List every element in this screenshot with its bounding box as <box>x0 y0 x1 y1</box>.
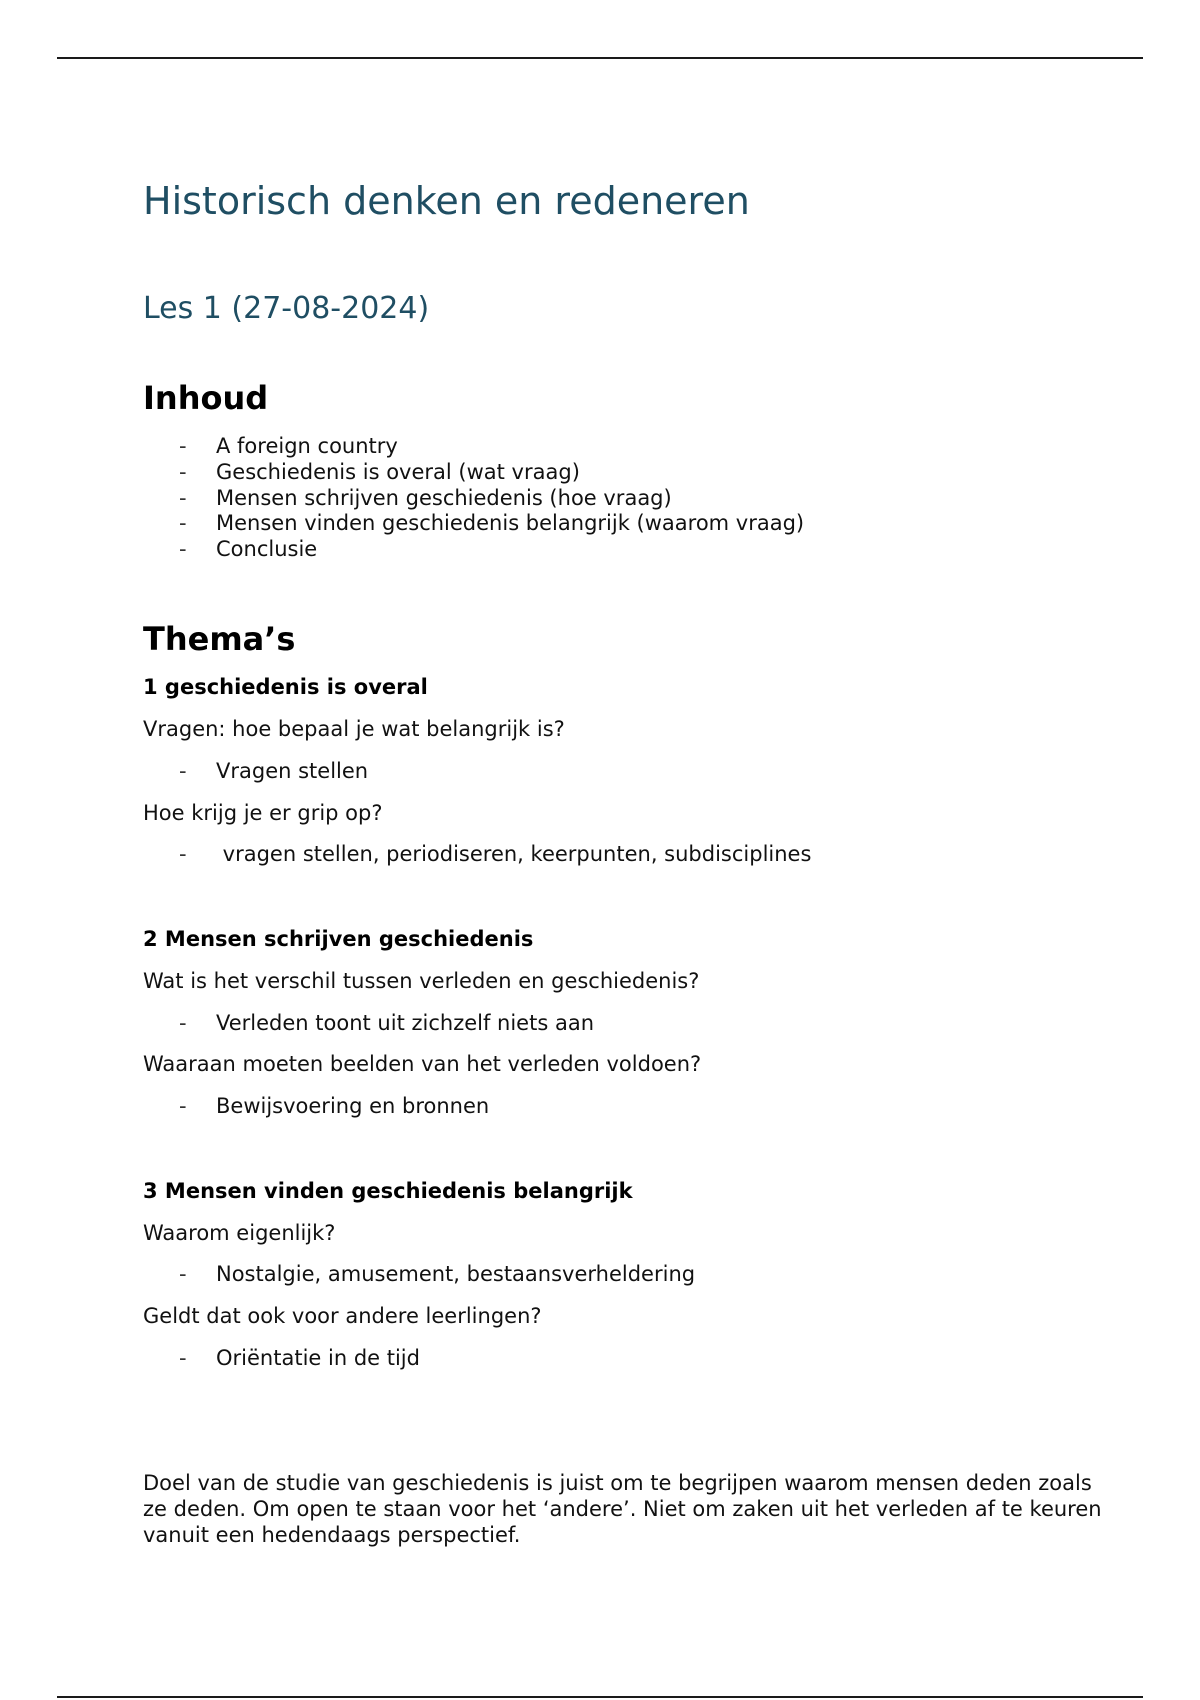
bullet-dash: - <box>179 537 187 562</box>
theme-3-title: 3 Mensen vinden geschiedenis belangrijk <box>143 1179 633 1203</box>
contents-item: - Mensen vinden geschiedenis belangrijk (waarom vraag) <box>179 511 805 536</box>
bullet-dash: - <box>179 759 187 783</box>
contents-heading: Inhoud <box>143 379 269 417</box>
bullet-dash: - <box>179 434 187 458</box>
lesson-title: Les 1 (27-08-2024) <box>143 291 430 326</box>
bullet-dash: - <box>179 511 187 536</box>
theme-2-answer-1: - Verleden toont uit zichzelf niets aan <box>179 1011 594 1035</box>
bullet-dash: - <box>179 485 187 510</box>
bottom-rule <box>57 1696 1143 1698</box>
theme-3-answer-2: - Oriëntatie in de tijd <box>179 1346 420 1370</box>
theme-1-title: 1 geschiedenis is overal <box>143 675 428 699</box>
theme-2-question-2: Waaraan moeten beelden van het verleden voldoen? <box>143 1052 702 1076</box>
theme-2-answer-2: - Bewijsvoering en bronnen <box>179 1094 490 1118</box>
contents-item: - Conclusie <box>179 537 318 562</box>
bullet-dash: - <box>179 1262 187 1286</box>
theme-1-question-2: Hoe krijg je er grip op? <box>143 801 383 825</box>
theme-2-question-1: Wat is het verschil tussen verleden en geschiedenis? <box>143 969 700 993</box>
bullet-dash: - <box>179 1094 187 1118</box>
contents-item: - A foreign country <box>179 434 398 458</box>
bullet-dash: - <box>179 459 187 484</box>
bullet-dash: - <box>179 1011 187 1035</box>
document-title: Historisch denken en redeneren <box>143 179 750 223</box>
top-rule <box>57 57 1143 59</box>
bullet-dash: - <box>179 1346 187 1370</box>
theme-1-question-1: Vragen: hoe bepaal je wat belangrijk is? <box>143 717 565 741</box>
theme-3-answer-1: - Nostalgie, amusement, bestaansverheldering <box>179 1262 696 1286</box>
bullet-dash: - <box>179 842 187 866</box>
theme-1-answer-1: - Vragen stellen <box>179 759 369 783</box>
theme-3-question-2: Geldt dat ook voor andere leerlingen? <box>143 1304 542 1328</box>
theme-3-question-1: Waarom eigenlijk? <box>143 1221 336 1245</box>
contents-list <box>143 434 804 563</box>
contents-item: - Geschiedenis is overal (wat vraag) <box>179 459 580 484</box>
contents-item: - Mensen schrijven geschiedenis (hoe vraag) <box>179 485 672 510</box>
theme-1-answer-2: - vragen stellen, periodiseren, keerpunten, subdisciplines <box>179 842 812 866</box>
theme-2-title: 2 Mensen schrijven geschiedenis <box>143 927 534 951</box>
themes-heading: Thema’s <box>143 620 296 658</box>
conclusion-paragraph: Doel van de studie van geschiedenis is juist om te begrijpen waarom mensen deden zoals ze deden. Om open te staan voor het ‘andere’. Niet om zaken uit het verleden af te keuren vanuit een hedendaags perspectief. <box>143 1471 1102 1547</box>
